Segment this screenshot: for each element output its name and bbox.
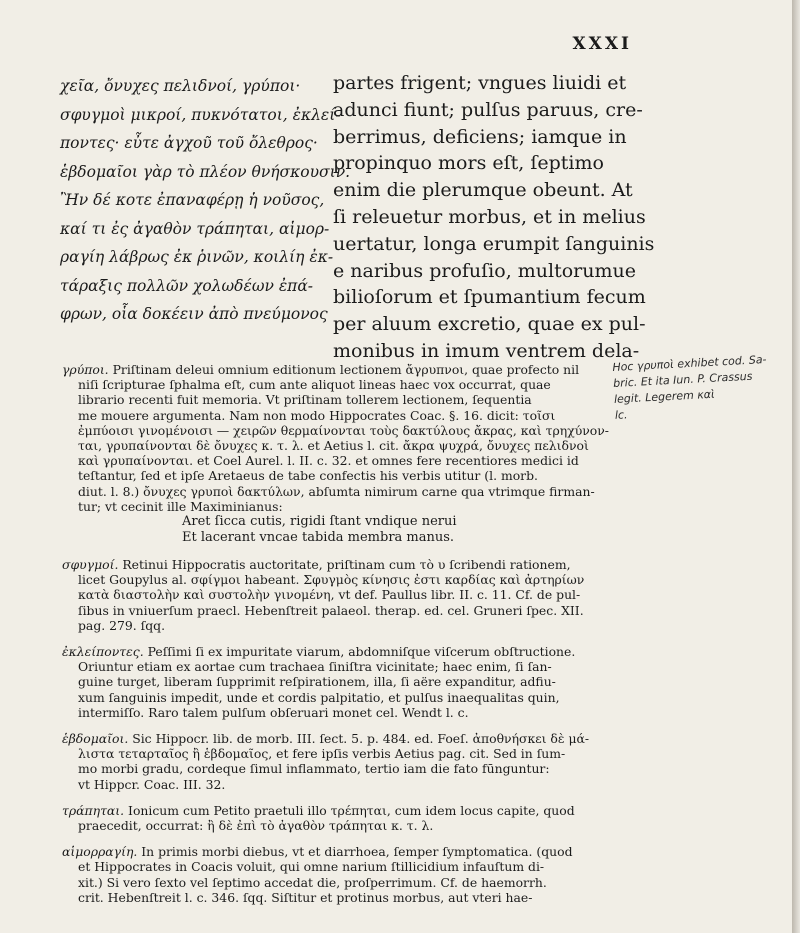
footnote-line: ται, γρυπαίνονται δὲ ὄνυχες κ. τ. λ. et Aetius l. cit. ἄκρα ψυχρά, ὄνυχες πελιδνοὶ — [78, 438, 589, 454]
footnote-line — [62, 644, 622, 659]
footnote-line — [62, 844, 622, 859]
handwriting-line: lc. — [614, 408, 628, 422]
footnote-line: licet Goupylus al. σφίγμοι habeant. Σφυγμὸς κίνησις ἐστι καρδίας καὶ ἀρτηρίων — [78, 572, 585, 588]
handwriting-line: legit. Legerem καὶ — [613, 387, 716, 406]
footnote-text: Priſtinam deleui omnium editionum lectionem ἄγρυπνοι, quae profecto nil — [112, 362, 580, 377]
footnote-lemma: τράπηται. — [62, 802, 125, 818]
footnote-line: guine turget, liberam ſupprimit reſpirationem, illa, ſi aëre expanditur, adfiu- — [78, 674, 556, 690]
footnote — [62, 844, 622, 905]
handwritten-margin-note — [612, 351, 795, 424]
verse-line: Aret ſicca cutis, rigidi ſtant vndique nerui — [182, 514, 457, 530]
greek-line: σφυγμοὶ μικροί, πυκνότατοι, ἐκλεί- — [60, 105, 341, 124]
footnote-text: In primis morbi diebus, vt et diarrhoea, ſemper ſymptomatica. (quod — [141, 844, 573, 860]
footnote-line: intermiſſo. Raro talem pulſum obſeruari monet cel. Wendt l. c. — [78, 704, 469, 720]
footnote — [62, 362, 622, 546]
footnote-text: Ionicum cum Petito praetuli illo τρέπηται, cum idem locus capite, quod — [128, 802, 575, 818]
footnote-line: et Hippocrates in Coacis voluit, qui omne narium ſtillicidium infauſtum di- — [78, 859, 545, 875]
footnote — [62, 644, 622, 720]
latin-line: monibus in imum ventrem dela- — [333, 339, 640, 362]
footnote-lemma: αἱμορραγίη. — [62, 844, 138, 860]
footnote-line: mo morbi gradu, cordeque ſimul inflammato, tertio iam die fato fūnguntur: — [78, 761, 550, 777]
latin-line: per aluum excretio, quae ex pul- — [333, 313, 646, 336]
greek-line: φρων, οἷα δοκέειν ἀπὸ πνεύμονος — [60, 305, 328, 323]
greek-line: ἑβδομαῖοι γὰρ τὸ πλέον θνήσκουσιν. — [60, 162, 351, 181]
greek-text-column — [60, 72, 351, 329]
footnote-text: Sic Hippocr. lib. de morb. III. ſect. 5. p. 484. ed. Foeſ. ἀποθνήσκει δὲ μά- — [132, 731, 590, 747]
footnote-line: ἐμπύοισι γινομένοισι — χειρῶν θερμαίνονται τοὺς δακτύλους ἄκρας, καὶ τρηχύνον- — [78, 422, 609, 438]
page-edge — [792, 0, 800, 933]
greek-line: ραγίη λάβρως ἐκ ῥινῶν, κοιλίη ἐκ- — [60, 248, 334, 266]
footnote-line: tur; vt cecinit ille Maximinianus: — [78, 498, 283, 514]
footnote-line: xum ſanguinis impedit, unde et cordis palpitatio, et pulſus inaequalitas quin, — [78, 689, 560, 705]
footnote — [62, 803, 622, 833]
verse-quote — [62, 514, 622, 546]
greek-line: τάραξις πολλῶν χολωδέων ἐπά- — [60, 276, 314, 295]
footnote-line: crit. Hebenſtreit l. c. 346. ſqq. Siſtitur et protinus morbus, aut vteri hae- — [78, 889, 533, 905]
footnote-line: κατὰ διαστολὴν καὶ συστολὴν γινομένη, vt def. Paullus libr. II. c. 11. Cf. de pul- — [78, 587, 581, 603]
footnote-line: me mouere argumenta. Nam non modo Hippocrates Coac. §. 16. dicit: τοῖσι — [78, 407, 556, 423]
footnote-line: vt Hippcr. Coac. III. 32. — [78, 776, 226, 792]
page-number: XXXI — [572, 34, 632, 54]
footnote-line: ſibus in vniuerſum praecl. Hebenſtreit palaeol. therap. ed. cel. Gruneri ſpec. XII. — [78, 602, 584, 618]
handwriting-line: Hoc γρυποὶ exhibet cod. Sa- — [612, 352, 767, 374]
footnote-line: librario recenti fuit memoria. Vt priſtinam tollerem lectionem, ſequentia — [78, 392, 532, 408]
greek-line: ποντες· εὖτε ἀγχοῦ τοῦ ὄλεθρος· — [60, 134, 318, 152]
footnote-line: praecedit, occurrat: ἢ δὲ ἐπὶ τὸ ἀγαθὸν τράπηται κ. τ. λ. — [78, 818, 434, 834]
footnote-line: καὶ γρυπαίνονται. et Coel Aurel. l. II. c. 32. et omnes fere recentiores medici id — [78, 453, 579, 469]
footnote-line: pag. 279. ſqq. — [78, 617, 166, 633]
footnote — [62, 731, 622, 792]
footnote-line — [62, 362, 622, 377]
verse-line: Et lacerant vncae tabida membra manus. — [182, 530, 455, 546]
latin-line: partes frigent; vngues liuidi et — [333, 72, 627, 94]
handwriting-line: bric. Et ita Iun. P. Crassus — [612, 369, 753, 390]
footnote-line: niſi ſcripturae ſphalma eſt, cum ante aliquot lineas haec vox occurrat, quae — [78, 377, 551, 393]
footnote-line — [62, 557, 622, 572]
latin-translation-column — [333, 70, 655, 365]
footnote-line: xit.) Si vero ſexto vel ſeptimo accedat die, proſperrimum. Cf. de haemorrh. — [78, 874, 547, 890]
footnote-lemma: ἑβδομαῖοι. — [62, 731, 129, 747]
latin-line: enim die plerumque obeunt. At — [333, 179, 633, 202]
footnote-line — [62, 731, 622, 746]
footnote-lemma: γρύποι. — [62, 362, 109, 377]
footnote-text: Retinui Hippocratis auctoritate, priſtinam cum τὸ υ ſcribendi rationem, — [122, 557, 571, 573]
footnote-text: Peſſimi ſi ex impuritate viarum, abdomniſque viſcerum obſtructione. — [147, 644, 576, 660]
greek-line: χεῖα, ὄνυχες πελιδνοί, γρύποι· — [60, 77, 301, 95]
greek-line: Ἢν δέ κοτε ἐπαναφέρῃ ἡ νοῦσος, — [60, 191, 325, 209]
footnote-line: teſtantur, ſed et ipſe Aretaeus de tabe confectis his verbis utitur (l. morb. — [78, 468, 538, 484]
latin-line: adunci fiunt; pulſus paruus, cre- — [333, 98, 643, 121]
latin-line: uertatur, longa erumpit ſanguinis — [333, 232, 655, 255]
footnotes-section — [62, 362, 622, 916]
footnote-line — [62, 803, 622, 818]
latin-line: ſi releuetur morbus, et in melius — [333, 205, 646, 228]
latin-line: berrimus, deficiens; iamque in — [333, 125, 627, 148]
footnote-line: diut. l. 8.) ὄνυχες γρυποὶ δακτύλων, abſumta nimirum carne qua vtrimque firman- — [78, 483, 595, 499]
footnote-line: Oriuntur etiam ex aortae cum trachaea ſiniſtra vicinitate; haec enim, ſi ſan- — [78, 659, 552, 675]
latin-line: e naribus profuſio, multorumue — [333, 259, 636, 282]
latin-line: bilioſorum et ſpumantium fecum — [333, 286, 646, 309]
footnote — [62, 557, 622, 633]
footnote-lemma: ἐκλείποντες. — [62, 644, 144, 660]
greek-line: καί τι ἐς ἀγαθὸν τράπηται, αἱμορ- — [60, 219, 330, 238]
footnote-line: λιστα τεταρταῖος ἢ ἑβδομαῖος, et fere ipſis verbis Aetius pag. cit. Sed in ſum- — [78, 746, 566, 762]
latin-line: propinquo mors eſt, ſeptimo — [333, 152, 604, 175]
footnote-lemma: σφυγμοί. — [62, 557, 119, 573]
